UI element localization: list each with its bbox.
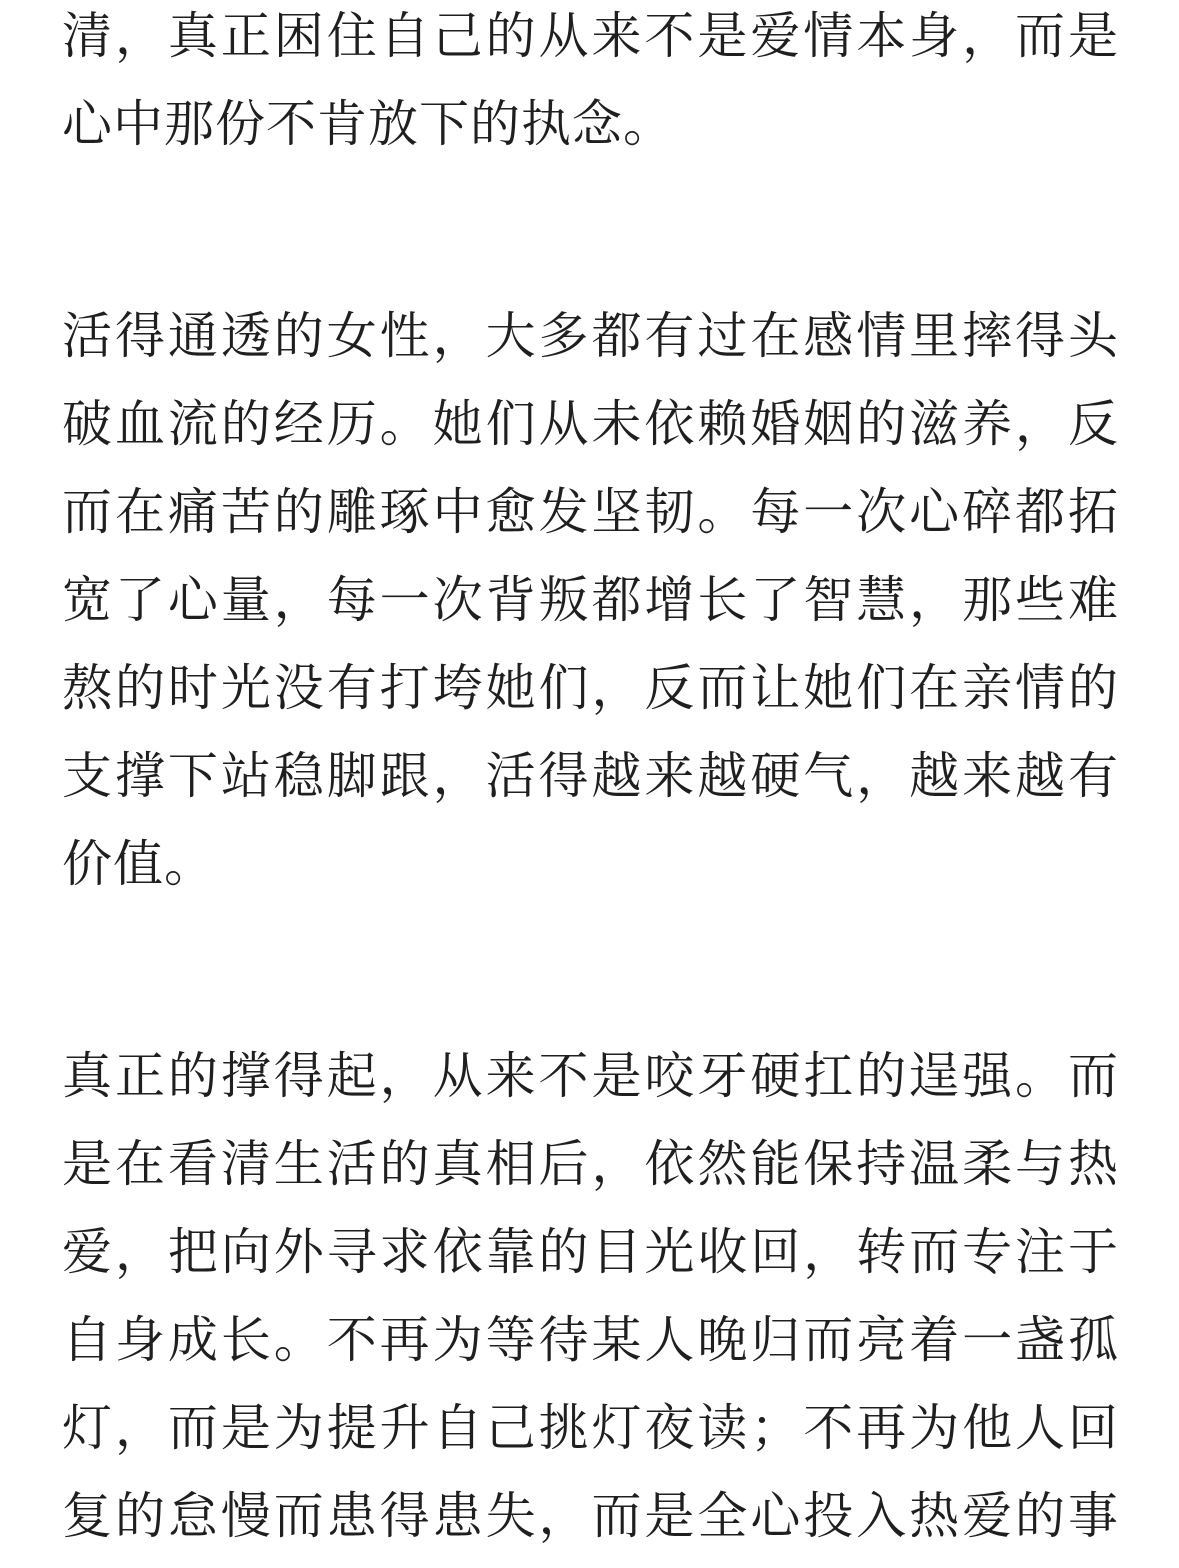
text-line: 清，真正困住自己的从来不是爱情本身，而是 [62,7,1119,65]
text-line: 自身成长。不再为等待某人晚归而亮着一盏孤 [62,1311,1119,1369]
paragraph-gap [62,916,1122,1040]
text-line: 活得通透的女性，大多都有过在感情里摔得头 [62,307,1119,365]
text-line: 是在看清生活的真相后，依然能保持温柔与热 [62,1135,1119,1193]
text-line: 支撑下站稳脚跟，活得越来越硬气，越来越有 [62,747,1119,805]
text-line: 破血流的经历。她们从未依赖婚姻的滋养，反 [62,395,1119,453]
text-line: 熬的时光没有打垮她们，反而让她们在亲情的 [62,659,1119,717]
text-line: 灯，而是为提升自己挑灯夜读；不再为他人回 [62,1399,1119,1457]
text-line: 真正的撑得起，从来不是咬牙硬扛的逞强。而 [62,1047,1119,1105]
paragraph [62,1040,1122,1568]
text-line: 爱，把向外寻求依靠的目光收回，转而专注于 [62,1223,1119,1281]
paragraph [62,300,1122,916]
text-line: 价值。 [62,835,215,893]
text-line: 复的怠慢而患得患失，而是全心投入热爱的事 [62,1487,1119,1545]
paragraph [62,0,1122,176]
text-line: 而在痛苦的雕琢中愈发坚韧。每一次心碎都拓 [62,483,1119,541]
article-body [62,0,1122,1568]
text-line: 宽了心量，每一次背叛都增长了智慧，那些难 [62,571,1119,629]
paragraph-gap [62,176,1122,300]
text-line: 心中那份不肯放下的执念。 [62,95,674,153]
